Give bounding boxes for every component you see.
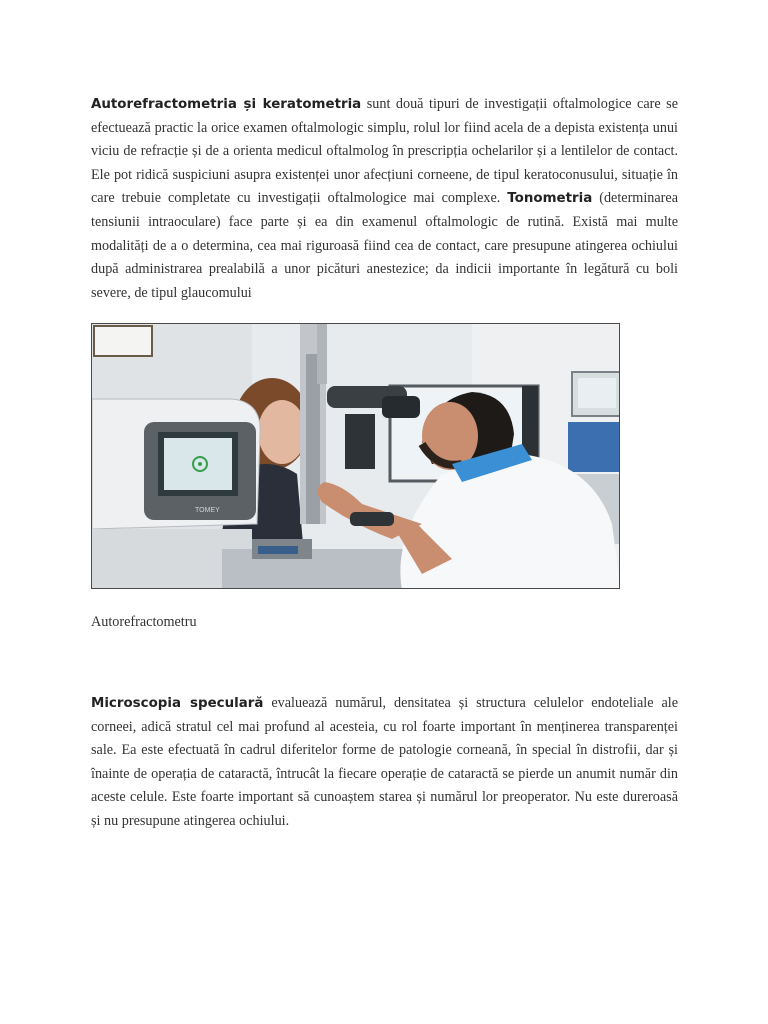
document-page bbox=[91, 93, 678, 834]
image-caption: Autorefractometru bbox=[91, 614, 197, 631]
paragraph-text: sunt două tipuri de investigații oftalmologice care se efectuează practic la orice examen oftalmologic simplu, rolul lor fiind acela de a depista existența unui viciu de refracție și de a orienta medicul oftalmolog în prescripția ochelarilor și a lentilelor de contact. Ele pot ridică suspiciuni asupra existenței unor afecțiuni corneene, de tipul keratoconusului, situație în care trebuie completate cu investigații oftalmologice mai complexe. bbox=[91, 96, 678, 207]
term-autorefractometry: Autorefractometria și keratometria bbox=[91, 97, 362, 112]
term-specular-microscopy: Microscopia speculară bbox=[91, 695, 264, 711]
device-logo: TOMEY bbox=[195, 507, 220, 515]
paragraph-text: evaluează numărul, densitatea și structura celulelor endoteliale ale corneei, adică stratul cel mai profund al acesteia, cu rol foarte important în menținerea transparenței sale. Ea este efectuată în cadrul diferitelor forme de patologie corneană, în special în distrofii, dar și înainte de operația de cataractă, întrucât la fiecare operație de cataractă se pierde un anumit număr din aceste celule. Este foarte important să cunoaștem starea și numărul lor preoperator. Nu este dureroasă și nu presupune atingerea ochiului. bbox=[91, 694, 678, 829]
paragraph-autorefractometry bbox=[91, 93, 678, 305]
autorefractometer-photo bbox=[91, 323, 620, 589]
photo-illustration bbox=[92, 324, 620, 589]
term-tonometry: Tonometria bbox=[507, 191, 593, 207]
paragraph-specular-microscopy bbox=[91, 692, 678, 834]
paragraph-text: (determinarea tensiunii intraoculare) face parte și ea din examenul oftalmologic de rutină. Există mai multe modalități de a o determina, cea mai riguroasă fiind cea de contact, care presupune atingerea ochiului după administrarea prealabilă a unor picături anestezice; da indicii importante în legătură cu boli severe, de tipul glaucomului bbox=[91, 190, 678, 301]
